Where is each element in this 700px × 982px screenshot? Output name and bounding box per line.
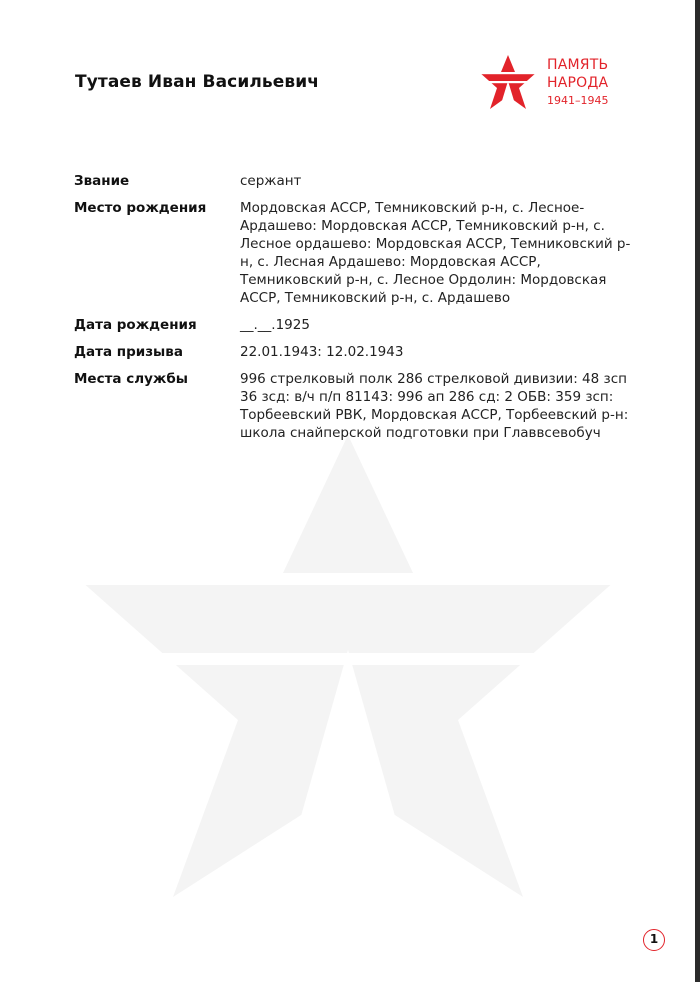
field-rank bbox=[74, 172, 634, 190]
field-value: 22.01.1943: 12.02.1943 bbox=[240, 344, 404, 360]
field-birth-date bbox=[74, 316, 634, 334]
fields-list bbox=[74, 172, 634, 451]
field-value: Мордовская АССР, Темниковский р-н, с. Лесное-Ардашево: Мордовская АССР, Темниковский р-н, с. Лесное ордашево: Мордовская АССР, Темниковский р-н, с. Лесная Ардашево: Мордовская АССР, Темниковский р-н, с. Лесное Ордолин: Мордовская АССР, Темниковский р-н, с. Ардашево bbox=[240, 200, 631, 306]
field-label: Дата рождения bbox=[74, 317, 197, 333]
pamyat-naroda-logo bbox=[478, 52, 638, 112]
field-label: Места службы bbox=[74, 371, 188, 387]
star-watermark-icon bbox=[68, 435, 628, 905]
field-label: Звание bbox=[74, 173, 130, 189]
field-label: Место рождения bbox=[74, 200, 207, 216]
field-value: сержант bbox=[240, 173, 302, 189]
field-birthplace bbox=[74, 199, 634, 307]
field-value: __.__.1925 bbox=[240, 317, 310, 333]
logo-line-1: ПАМЯТЬ bbox=[547, 57, 609, 73]
logo-line-2: НАРОДА bbox=[547, 75, 609, 91]
field-value: 996 стрелковый полк 286 стрелковой дивизии: 48 зсп 36 зсд: в/ч п/п 81143: 996 ап 286 сд: 2 ОБВ: 359 зсп: Торбеевский РВК, Мордовская АССР, Торбеевский р-н: школа снайперской подготовки при Главвсевобуч bbox=[240, 371, 629, 441]
field-service-places bbox=[74, 370, 634, 442]
star-icon bbox=[478, 54, 538, 110]
person-name-title: Тутаев Иван Васильевич bbox=[75, 72, 320, 92]
logo-text bbox=[547, 56, 609, 108]
logo-years: 1941–1945 bbox=[547, 94, 609, 107]
field-conscription-date bbox=[74, 343, 634, 361]
viewer-edge bbox=[695, 0, 700, 982]
page-number-badge: 1 bbox=[643, 929, 665, 951]
field-label: Дата призыва bbox=[74, 344, 183, 360]
